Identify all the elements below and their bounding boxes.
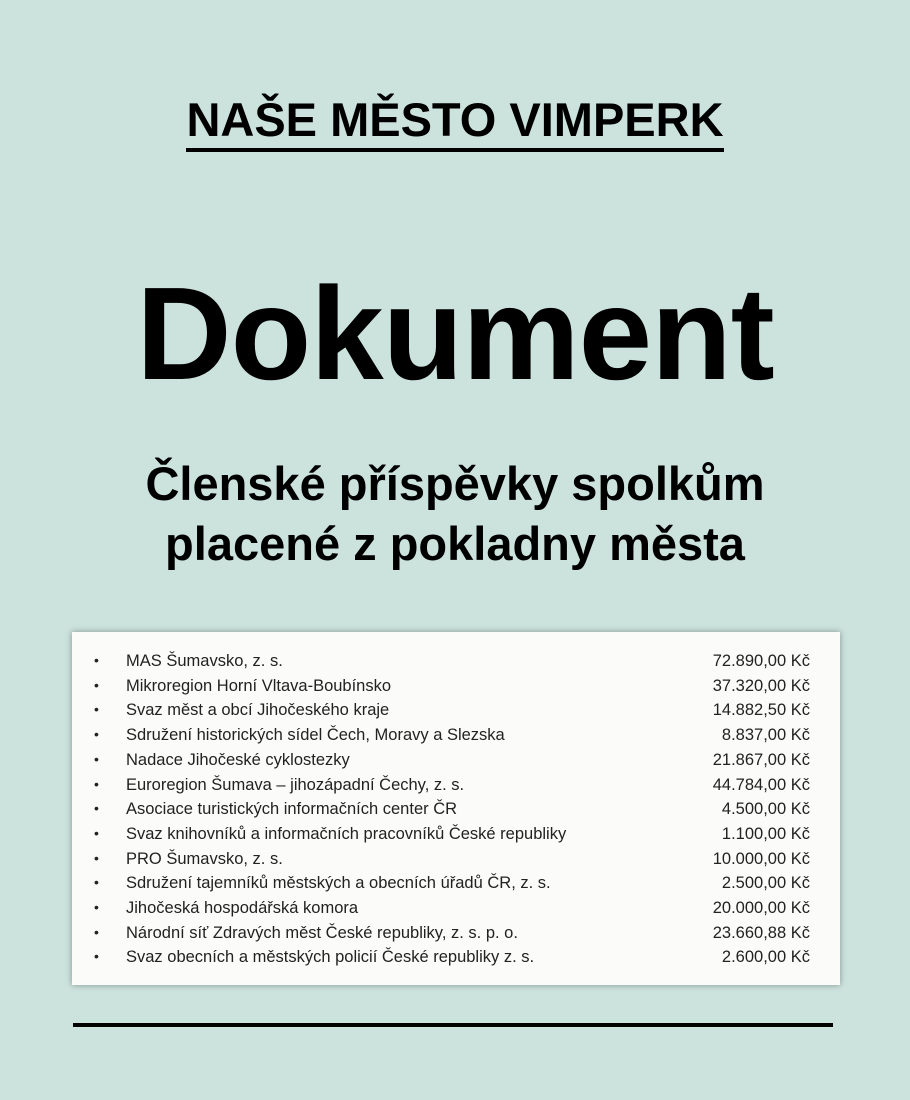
list-item [72,899,840,924]
organization-name: Mikroregion Horní Vltava-Boubínsko [126,676,392,695]
list-item [72,776,840,801]
amount: 20.000,00 Kč [712,899,810,917]
organization-name: Nadace Jihočeské cyklostezky [126,750,350,769]
list-item [72,652,840,677]
list-item [72,850,840,875]
bullet-icon: • [94,948,99,965]
list-item [72,825,840,850]
amount: 37.320,00 Kč [712,676,810,695]
bullet-icon: • [94,849,99,866]
organization-name: Svaz měst a obcí Jihočeského kraje [126,701,390,720]
organization-name: MAS Šumavsko, z. s. [126,652,283,670]
bullet-icon: • [94,800,99,817]
list-item [72,751,840,776]
subtitle-line-1: Členské příspěvky spolkům [145,457,765,510]
subtitle-line-2: placené z pokladny města [165,517,745,570]
amount: 23.660,88 Kč [712,923,810,942]
organization-name: Jihočeská hospodářská komora [126,899,359,917]
bullet-icon: • [94,726,99,743]
amount: 21.867,00 Kč [712,750,810,769]
amount: 2.600,00 Kč [721,948,810,967]
bullet-icon: • [94,775,99,792]
organization-name: Svaz obecních a městských policií České republiky z. s. [126,948,535,967]
document-label: Dokument [136,260,774,407]
divider [73,1023,833,1027]
bullet-icon: • [94,874,99,891]
bullet-icon: • [94,701,99,718]
contributions-list [72,632,840,985]
amount: 44.784,00 Kč [712,775,810,794]
amount: 72.890,00 Kč [712,652,810,670]
organization-name: Sdružení historických sídel Čech, Moravy a Slezska [126,726,505,745]
amount: 2.500,00 Kč [721,874,810,893]
organization-name: Národní síť Zdravých měst České republiky, z. s. p. o. [126,923,518,942]
amount: 1.100,00 Kč [721,824,810,843]
amount: 14.882,50 Kč [712,701,810,720]
amount: 8.837,00 Kč [721,726,810,745]
amount: 4.500,00 Kč [721,800,810,819]
bullet-icon: • [94,676,99,693]
amount: 10.000,00 Kč [712,849,810,868]
bullet-icon: • [94,750,99,767]
bullet-icon: • [94,923,99,940]
list-item [72,726,840,751]
list-item [72,800,840,825]
list-item [72,874,840,899]
organization-name: Sdružení tajemníků městských a obecních úřadů ČR, z. s. [126,874,551,893]
organization-name: Svaz knihovníků a informačních pracovníků České republiky [126,824,567,843]
bullet-icon: • [94,652,99,668]
list-item [72,701,840,726]
organization-name: Euroregion Šumava – jihozápadní Čechy, z. s. [126,775,465,794]
bullet-icon: • [94,899,99,915]
organization-name: PRO Šumavsko, z. s. [126,849,283,868]
list-item [72,924,840,949]
list-item [72,948,840,973]
bullet-icon: • [94,824,99,841]
organization-name: Asociace turistických informačních center ČR [126,800,458,819]
page-title [0,92,910,147]
list-item [72,677,840,702]
title-text: NAŠE MĚSTO VIMPERK [186,93,723,152]
